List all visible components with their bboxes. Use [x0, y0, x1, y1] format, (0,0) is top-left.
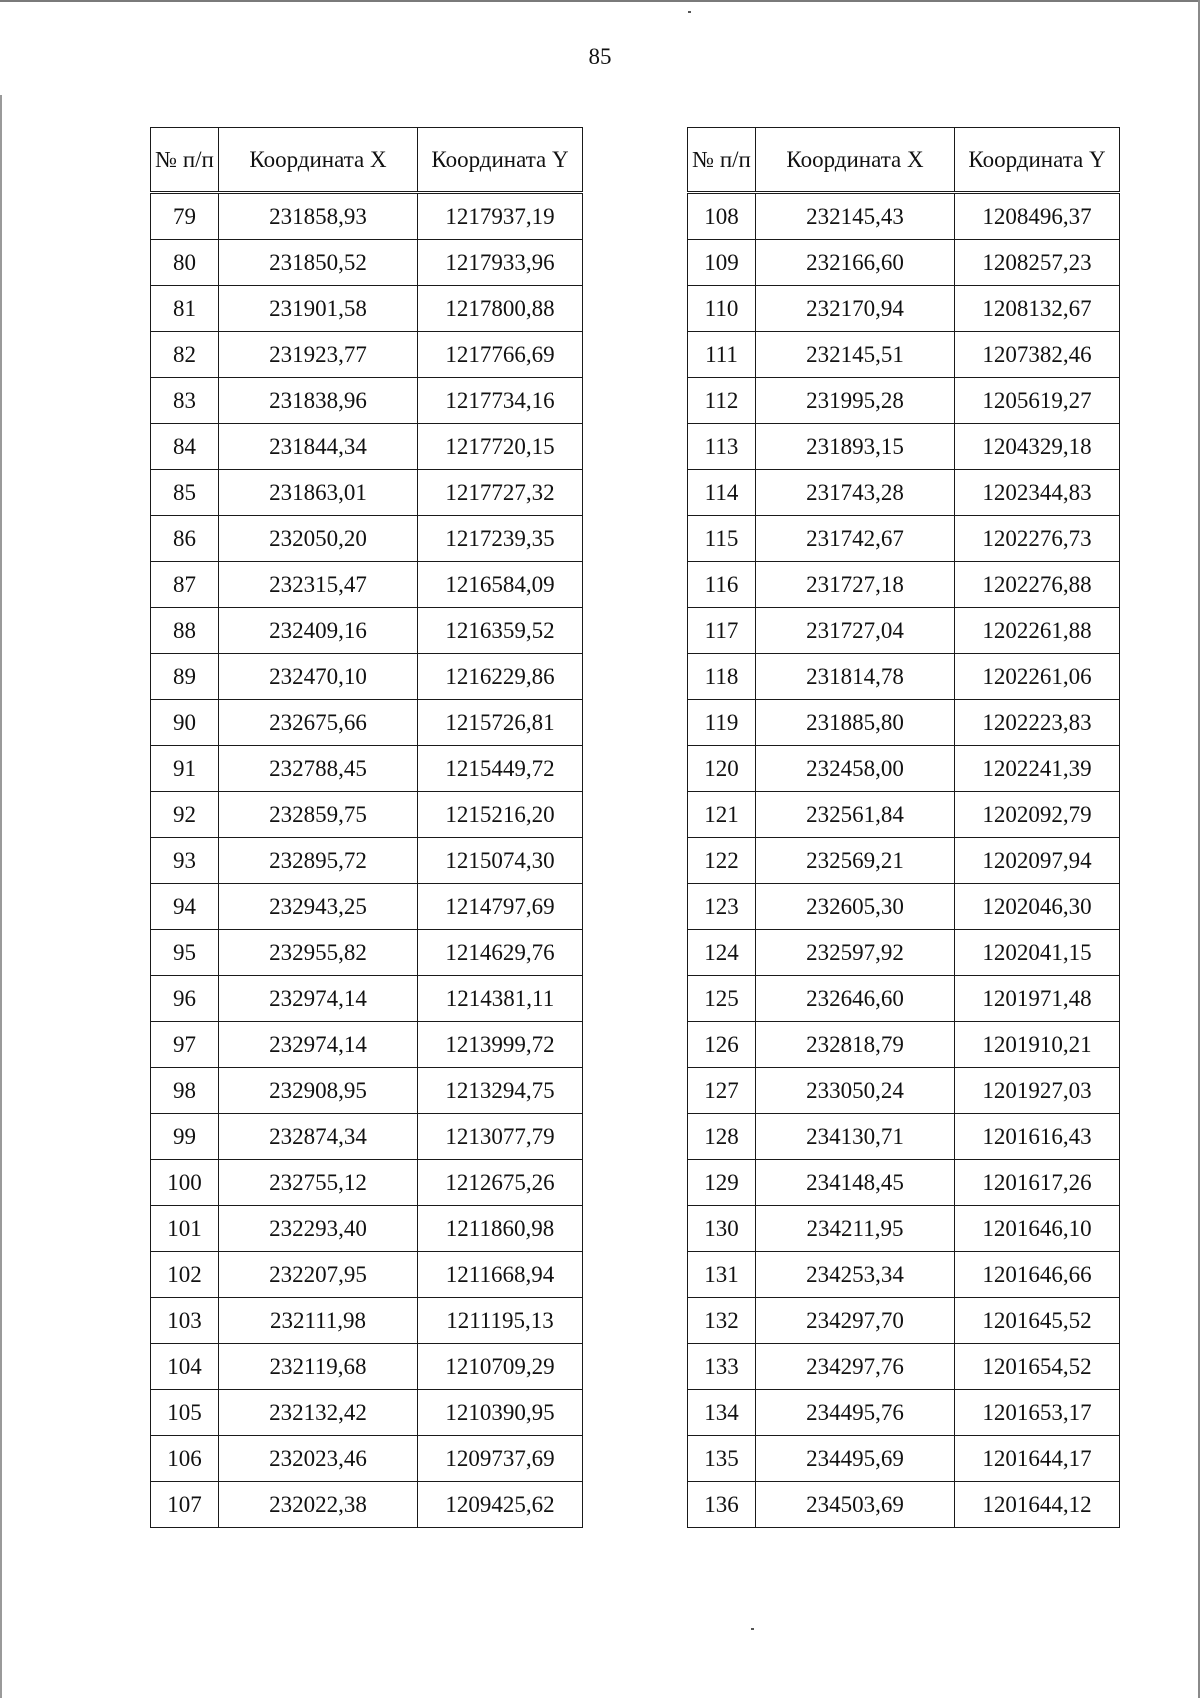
table-row: [688, 470, 1120, 516]
point-number-cell: 114: [688, 470, 756, 516]
coordinate-y-cell: 1215449,72: [418, 746, 583, 792]
table-header-row: [688, 128, 1120, 193]
coordinate-y-cell: 1201910,21: [955, 1022, 1120, 1068]
point-number-cell: 127: [688, 1068, 756, 1114]
point-number-cell: 81: [151, 286, 219, 332]
coordinate-y-cell: 1201616,43: [955, 1114, 1120, 1160]
coordinate-x-cell: 234148,45: [756, 1160, 955, 1206]
coordinate-x-cell: 232755,12: [219, 1160, 418, 1206]
point-number-cell: 99: [151, 1114, 219, 1160]
point-number-cell: 135: [688, 1436, 756, 1482]
point-number-cell: 84: [151, 424, 219, 470]
coordinate-x-cell: 231901,58: [219, 286, 418, 332]
coordinate-y-cell: 1213077,79: [418, 1114, 583, 1160]
coordinate-x-cell: 234495,76: [756, 1390, 955, 1436]
point-number-cell: 136: [688, 1482, 756, 1528]
coordinate-y-cell: 1208257,23: [955, 240, 1120, 286]
point-number-cell: 100: [151, 1160, 219, 1206]
coordinate-x-cell: 232315,47: [219, 562, 418, 608]
table-row: [688, 1252, 1120, 1298]
coordinate-x-cell: 231844,34: [219, 424, 418, 470]
coordinate-y-cell: 1215074,30: [418, 838, 583, 884]
point-number-cell: 117: [688, 608, 756, 654]
table-row: [688, 792, 1120, 838]
table-row: [688, 608, 1120, 654]
coordinate-x-cell: 232470,10: [219, 654, 418, 700]
table-row: [688, 700, 1120, 746]
point-number-cell: 87: [151, 562, 219, 608]
point-number-cell: 134: [688, 1390, 756, 1436]
table-row: [151, 1114, 583, 1160]
coordinate-y-cell: 1217933,96: [418, 240, 583, 286]
coordinate-x-cell: 232974,14: [219, 1022, 418, 1068]
table-row: [688, 1068, 1120, 1114]
table-row: [151, 1298, 583, 1344]
coordinate-x-cell: 232022,38: [219, 1482, 418, 1528]
point-number-cell: 83: [151, 378, 219, 424]
coordinate-x-cell: 232646,60: [756, 976, 955, 1022]
table-row: [688, 1482, 1120, 1528]
point-number-cell: 120: [688, 746, 756, 792]
coordinate-x-cell: 231893,15: [756, 424, 955, 470]
coordinate-y-cell: 1202344,83: [955, 470, 1120, 516]
coordinate-y-cell: 1214381,11: [418, 976, 583, 1022]
table-row: [151, 1436, 583, 1482]
coordinate-x-cell: 232569,21: [756, 838, 955, 884]
header-coordinate-y: Координата Y: [955, 128, 1120, 193]
point-number-cell: 104: [151, 1344, 219, 1390]
coordinate-x-cell: 231850,52: [219, 240, 418, 286]
table-row: [151, 1022, 583, 1068]
point-number-cell: 96: [151, 976, 219, 1022]
coordinate-y-cell: 1205619,27: [955, 378, 1120, 424]
point-number-cell: 94: [151, 884, 219, 930]
coordinate-x-cell: 231995,28: [756, 378, 955, 424]
coordinate-y-cell: 1202261,06: [955, 654, 1120, 700]
coordinate-y-cell: 1217937,19: [418, 193, 583, 240]
table-row: [688, 930, 1120, 976]
coordinate-x-cell: 231863,01: [219, 470, 418, 516]
table-row: [688, 1298, 1120, 1344]
coordinate-x-cell: 231743,28: [756, 470, 955, 516]
coordinate-x-cell: 232132,42: [219, 1390, 418, 1436]
table-row: [151, 1068, 583, 1114]
coordinate-y-cell: 1209737,69: [418, 1436, 583, 1482]
coordinate-y-cell: 1211860,98: [418, 1206, 583, 1252]
coordinate-y-cell: 1216229,86: [418, 654, 583, 700]
coordinate-y-cell: 1212675,26: [418, 1160, 583, 1206]
table-row: [688, 746, 1120, 792]
coordinate-y-cell: 1202261,88: [955, 608, 1120, 654]
coordinate-y-cell: 1201653,17: [955, 1390, 1120, 1436]
point-number-cell: 107: [151, 1482, 219, 1528]
coordinate-y-cell: 1202241,39: [955, 746, 1120, 792]
coordinate-x-cell: 232874,34: [219, 1114, 418, 1160]
coordinate-x-cell: 231814,78: [756, 654, 955, 700]
coordinate-y-cell: 1208132,67: [955, 286, 1120, 332]
coordinate-x-cell: 232605,30: [756, 884, 955, 930]
header-coordinate-x: Координата X: [219, 128, 418, 193]
table-row: [688, 378, 1120, 424]
coordinate-y-cell: 1213294,75: [418, 1068, 583, 1114]
table-body: [151, 193, 583, 1528]
table-row: [151, 1344, 583, 1390]
coordinate-x-cell: 234297,76: [756, 1344, 955, 1390]
coordinate-y-cell: 1201617,26: [955, 1160, 1120, 1206]
point-number-cell: 130: [688, 1206, 756, 1252]
table-row: [688, 424, 1120, 470]
point-number-cell: 91: [151, 746, 219, 792]
point-number-cell: 86: [151, 516, 219, 562]
coordinate-y-cell: 1210390,95: [418, 1390, 583, 1436]
coordinate-y-cell: 1201654,52: [955, 1344, 1120, 1390]
coordinate-x-cell: 231742,67: [756, 516, 955, 562]
table-row: [688, 1022, 1120, 1068]
coordinate-x-cell: 232293,40: [219, 1206, 418, 1252]
coordinate-y-cell: 1210709,29: [418, 1344, 583, 1390]
coordinate-x-cell: 233050,24: [756, 1068, 955, 1114]
coordinate-x-cell: 234297,70: [756, 1298, 955, 1344]
table-row: [151, 792, 583, 838]
coordinate-x-cell: 234495,69: [756, 1436, 955, 1482]
coordinate-y-cell: 1217766,69: [418, 332, 583, 378]
table-row: [151, 654, 583, 700]
coordinate-y-cell: 1216359,52: [418, 608, 583, 654]
coordinate-x-cell: 232145,43: [756, 193, 955, 240]
table-row: [151, 838, 583, 884]
table-row: [151, 286, 583, 332]
table-body: [688, 193, 1120, 1528]
coordinate-x-cell: 232050,20: [219, 516, 418, 562]
point-number-cell: 119: [688, 700, 756, 746]
point-number-cell: 101: [151, 1206, 219, 1252]
coordinate-y-cell: 1201646,66: [955, 1252, 1120, 1298]
coordinate-x-cell: 232166,60: [756, 240, 955, 286]
header-coordinate-y: Координата Y: [418, 128, 583, 193]
point-number-cell: 102: [151, 1252, 219, 1298]
point-number-cell: 90: [151, 700, 219, 746]
coordinate-x-cell: 232023,46: [219, 1436, 418, 1482]
table-row: [151, 1252, 583, 1298]
table-row: [151, 1482, 583, 1528]
coordinate-x-cell: 232170,94: [756, 286, 955, 332]
table-row: [151, 516, 583, 562]
point-number-cell: 115: [688, 516, 756, 562]
header-number: № п/п: [688, 128, 756, 193]
coordinate-y-cell: 1201645,52: [955, 1298, 1120, 1344]
coordinate-y-cell: 1215216,20: [418, 792, 583, 838]
coordinate-y-cell: 1215726,81: [418, 700, 583, 746]
table-row: [151, 930, 583, 976]
table-row: [688, 1114, 1120, 1160]
coordinate-x-cell: 234130,71: [756, 1114, 955, 1160]
coordinate-x-cell: 232119,68: [219, 1344, 418, 1390]
coordinate-x-cell: 231727,04: [756, 608, 955, 654]
table-row: [688, 1436, 1120, 1482]
coordinate-y-cell: 1202041,15: [955, 930, 1120, 976]
point-number-cell: 95: [151, 930, 219, 976]
point-number-cell: 82: [151, 332, 219, 378]
coordinate-x-cell: 232561,84: [756, 792, 955, 838]
point-number-cell: 122: [688, 838, 756, 884]
coordinate-y-cell: 1216584,09: [418, 562, 583, 608]
scan-speck: [751, 1628, 754, 1630]
table-header-row: [151, 128, 583, 193]
table-row: [151, 746, 583, 792]
table-row: [151, 1160, 583, 1206]
table-row: [688, 654, 1120, 700]
table-row: [151, 240, 583, 286]
table-row: [151, 1206, 583, 1252]
table-row: [151, 378, 583, 424]
coordinate-x-cell: 232207,95: [219, 1252, 418, 1298]
coordinate-x-cell: 234211,95: [756, 1206, 955, 1252]
coordinate-y-cell: 1217239,35: [418, 516, 583, 562]
point-number-cell: 112: [688, 378, 756, 424]
coordinate-y-cell: 1201644,12: [955, 1482, 1120, 1528]
table-row: [688, 1344, 1120, 1390]
coordinate-x-cell: 232458,00: [756, 746, 955, 792]
table-row: [151, 193, 583, 240]
table-row: [688, 332, 1120, 378]
table-row: [151, 332, 583, 378]
coordinate-y-cell: 1207382,46: [955, 332, 1120, 378]
coordinate-y-cell: 1202276,73: [955, 516, 1120, 562]
table-row: [151, 700, 583, 746]
coordinate-y-cell: 1217800,88: [418, 286, 583, 332]
coordinate-y-cell: 1202276,88: [955, 562, 1120, 608]
coordinate-x-cell: 231727,18: [756, 562, 955, 608]
coordinate-y-cell: 1202097,94: [955, 838, 1120, 884]
point-number-cell: 80: [151, 240, 219, 286]
scan-edge-top: [0, 0, 1200, 2]
table-row: [151, 608, 583, 654]
point-number-cell: 106: [151, 1436, 219, 1482]
coordinate-y-cell: 1201646,10: [955, 1206, 1120, 1252]
coordinate-y-cell: 1201971,48: [955, 976, 1120, 1022]
point-number-cell: 129: [688, 1160, 756, 1206]
coordinate-y-cell: 1208496,37: [955, 193, 1120, 240]
coordinate-x-cell: 232955,82: [219, 930, 418, 976]
point-number-cell: 133: [688, 1344, 756, 1390]
point-number-cell: 93: [151, 838, 219, 884]
coordinate-x-cell: 232974,14: [219, 976, 418, 1022]
point-number-cell: 89: [151, 654, 219, 700]
table-row: [688, 976, 1120, 1022]
coordinate-y-cell: 1209425,62: [418, 1482, 583, 1528]
coordinate-x-cell: 232597,92: [756, 930, 955, 976]
coordinate-y-cell: 1217720,15: [418, 424, 583, 470]
point-number-cell: 88: [151, 608, 219, 654]
coordinate-y-cell: 1202092,79: [955, 792, 1120, 838]
coordinate-y-cell: 1214629,76: [418, 930, 583, 976]
coordinate-y-cell: 1211668,94: [418, 1252, 583, 1298]
point-number-cell: 98: [151, 1068, 219, 1114]
point-number-cell: 121: [688, 792, 756, 838]
table-row: [688, 1390, 1120, 1436]
coordinate-x-cell: 234253,34: [756, 1252, 955, 1298]
point-number-cell: 110: [688, 286, 756, 332]
point-number-cell: 109: [688, 240, 756, 286]
coordinate-x-cell: 234503,69: [756, 1482, 955, 1528]
point-number-cell: 132: [688, 1298, 756, 1344]
table-row: [688, 884, 1120, 930]
coordinate-y-cell: 1204329,18: [955, 424, 1120, 470]
coordinate-x-cell: 232895,72: [219, 838, 418, 884]
coordinate-x-cell: 232943,25: [219, 884, 418, 930]
table-row: [688, 193, 1120, 240]
coordinate-x-cell: 231838,96: [219, 378, 418, 424]
point-number-cell: 116: [688, 562, 756, 608]
point-number-cell: 125: [688, 976, 756, 1022]
scan-edge-left: [0, 95, 2, 1698]
table-row: [688, 562, 1120, 608]
table-row: [688, 516, 1120, 562]
coordinate-y-cell: 1202223,83: [955, 700, 1120, 746]
point-number-cell: 111: [688, 332, 756, 378]
coordinate-x-cell: 231858,93: [219, 193, 418, 240]
table-row: [688, 1206, 1120, 1252]
table-row: [688, 838, 1120, 884]
coordinate-x-cell: 232908,95: [219, 1068, 418, 1114]
page-number: 85: [588, 44, 612, 69]
point-number-cell: 118: [688, 654, 756, 700]
coordinate-y-cell: 1201927,03: [955, 1068, 1120, 1114]
table-row: [151, 1390, 583, 1436]
coordinate-x-cell: 232145,51: [756, 332, 955, 378]
point-number-cell: 113: [688, 424, 756, 470]
point-number-cell: 85: [151, 470, 219, 516]
point-number-cell: 105: [151, 1390, 219, 1436]
table-row: [151, 976, 583, 1022]
coordinate-x-cell: 232409,16: [219, 608, 418, 654]
header-number: № п/п: [151, 128, 219, 193]
coordinate-x-cell: 231885,80: [756, 700, 955, 746]
coordinate-x-cell: 232111,98: [219, 1298, 418, 1344]
table-row: [151, 562, 583, 608]
coordinate-x-cell: 231923,77: [219, 332, 418, 378]
point-number-cell: 103: [151, 1298, 219, 1344]
table-row: [688, 1160, 1120, 1206]
point-number-cell: 131: [688, 1252, 756, 1298]
point-number-cell: 108: [688, 193, 756, 240]
scan-speck: [688, 11, 691, 13]
point-number-cell: 123: [688, 884, 756, 930]
coordinate-y-cell: 1214797,69: [418, 884, 583, 930]
point-number-cell: 124: [688, 930, 756, 976]
point-number-cell: 92: [151, 792, 219, 838]
coordinate-y-cell: 1217727,32: [418, 470, 583, 516]
coordinate-x-cell: 232788,45: [219, 746, 418, 792]
header-coordinate-x: Координата X: [756, 128, 955, 193]
table-row: [688, 240, 1120, 286]
coordinate-x-cell: 232675,66: [219, 700, 418, 746]
point-number-cell: 128: [688, 1114, 756, 1160]
coordinate-x-cell: 232818,79: [756, 1022, 955, 1068]
point-number-cell: 97: [151, 1022, 219, 1068]
coordinate-y-cell: 1213999,72: [418, 1022, 583, 1068]
table-row: [151, 470, 583, 516]
coordinate-y-cell: 1201644,17: [955, 1436, 1120, 1482]
point-number-cell: 126: [688, 1022, 756, 1068]
point-number-cell: 79: [151, 193, 219, 240]
coordinate-y-cell: 1202046,30: [955, 884, 1120, 930]
table-row: [151, 424, 583, 470]
coordinates-table-left: [150, 127, 583, 1528]
coordinate-y-cell: 1217734,16: [418, 378, 583, 424]
table-row: [688, 286, 1120, 332]
table-row: [151, 884, 583, 930]
coordinate-x-cell: 232859,75: [219, 792, 418, 838]
coordinate-y-cell: 1211195,13: [418, 1298, 583, 1344]
coordinates-table-right: [687, 127, 1120, 1528]
